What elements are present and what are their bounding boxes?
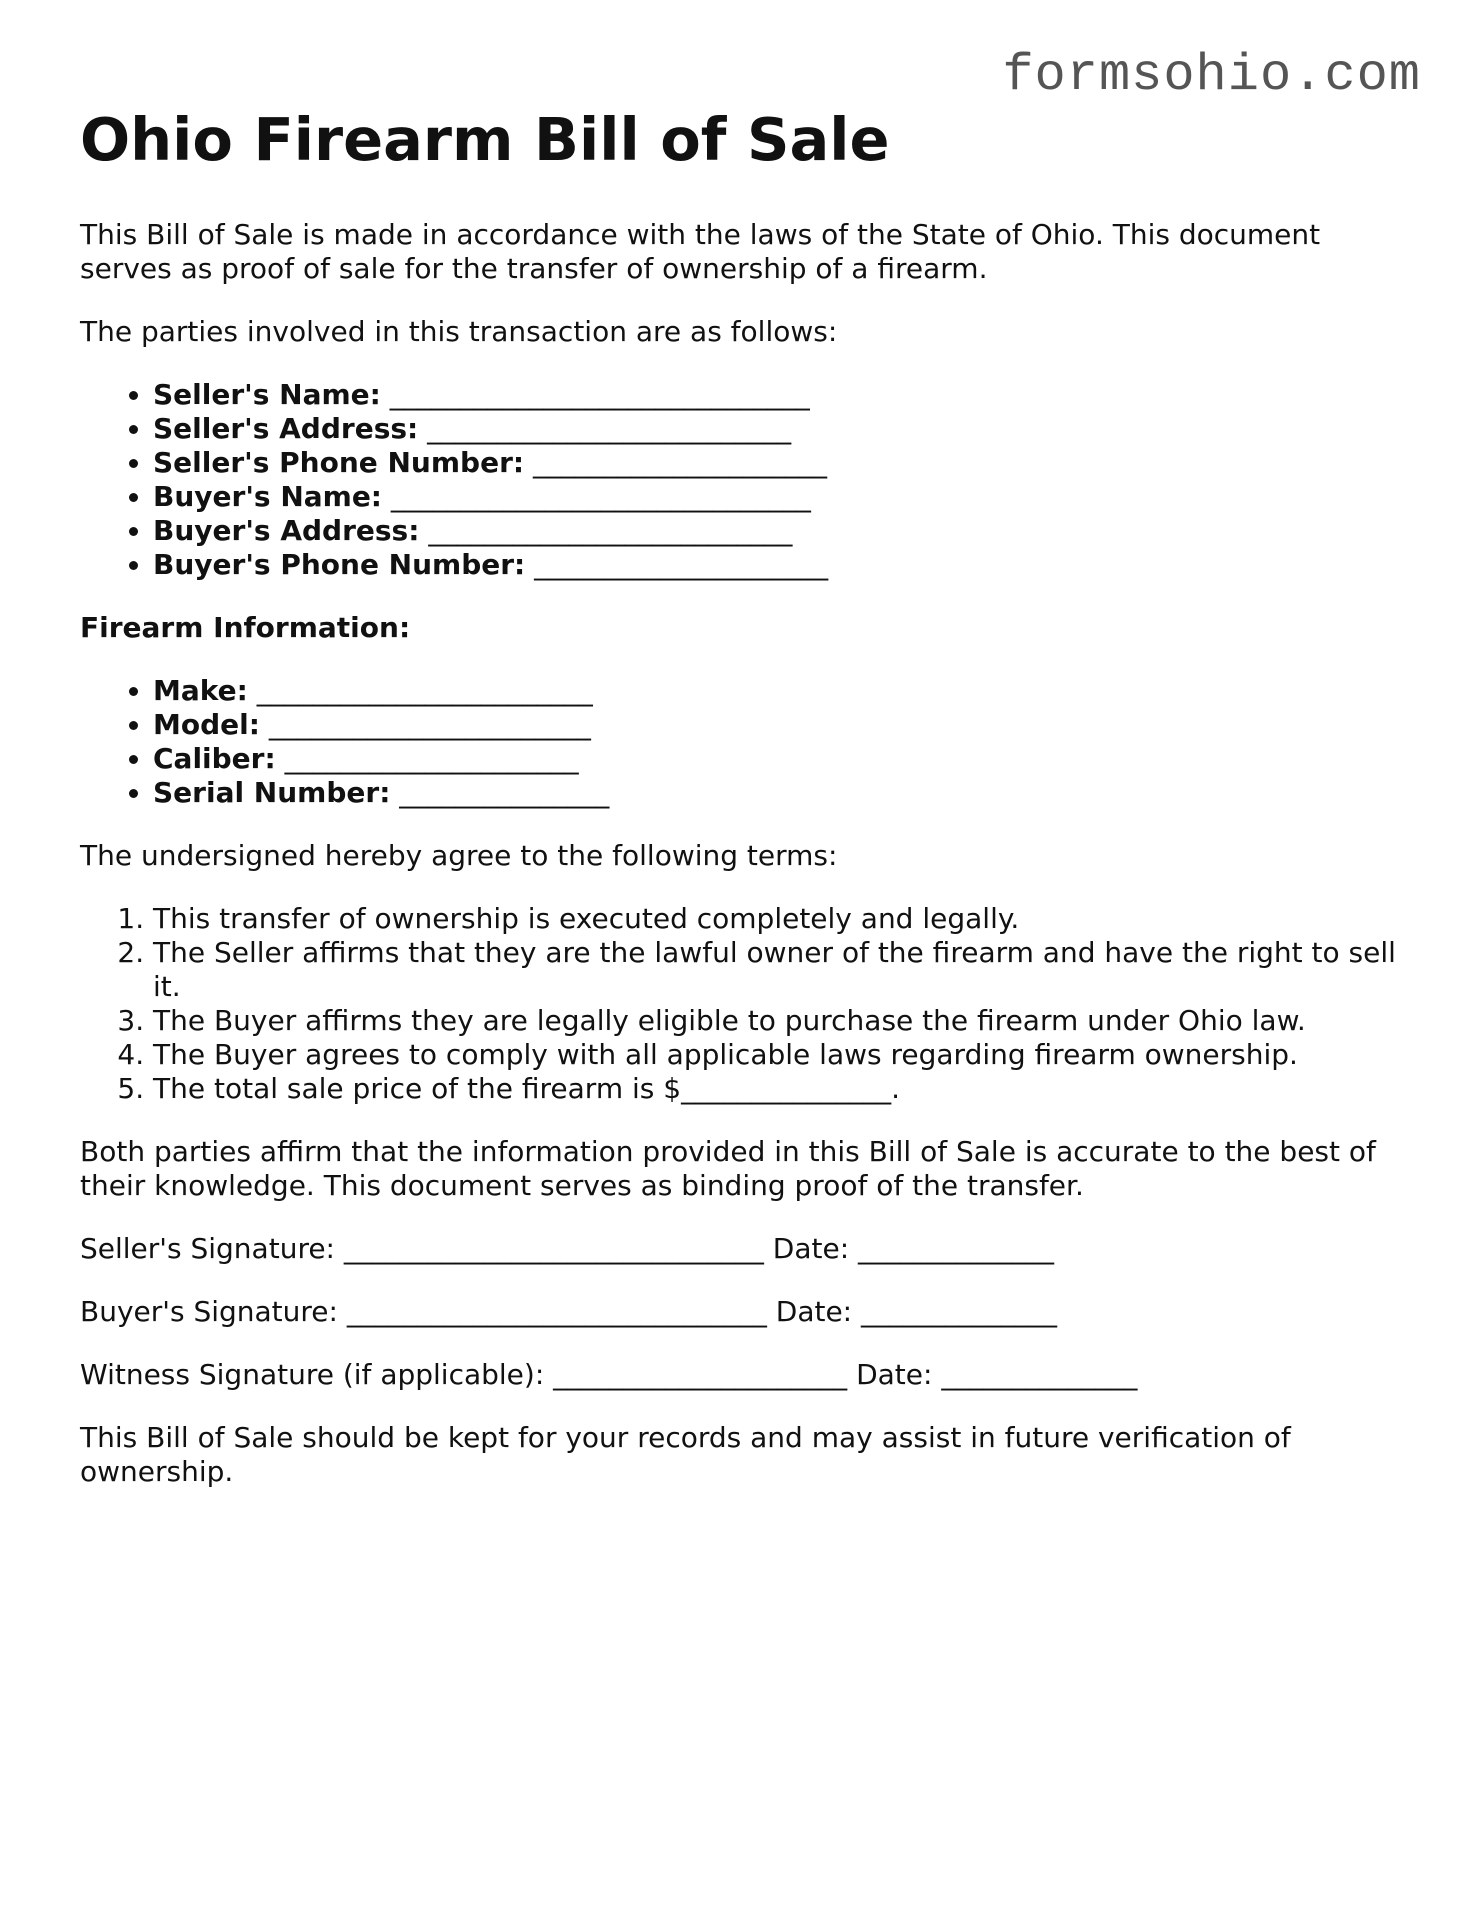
parties-intro: The parties involved in this transaction are as follows:	[80, 315, 838, 348]
list-item	[153, 412, 1400, 446]
list-item: 5. The total sale price of the firearm is $_______________.	[153, 1072, 1400, 1106]
list-item	[153, 674, 1400, 708]
list-item	[153, 480, 1400, 514]
field-blank: _____________________	[534, 548, 829, 581]
document-page	[80, 100, 1400, 1518]
list-item	[153, 548, 1400, 582]
field-label: Caliber:	[153, 742, 276, 775]
field-label: Model:	[153, 708, 260, 741]
terms-intro: The undersigned hereby agree to the following terms:	[80, 839, 838, 872]
document-title: Ohio Firearm Bill of Sale	[80, 105, 890, 174]
list-item	[153, 776, 1400, 810]
list-item: 4. The Buyer agrees to comply with all applicable laws regarding firearm ownership.	[153, 1038, 1400, 1072]
list-item	[153, 514, 1400, 548]
field-label: Seller's Name:	[153, 378, 381, 411]
intro-paragraph: This Bill of Sale is made in accordance with the laws of the State of Ohio. This document serves as proof of sale for the transfer of ownership of a firearm.	[80, 218, 1321, 285]
field-label: Seller's Address:	[153, 412, 419, 445]
buyer-signature-line: Buyer's Signature: ______________________________ Date: ______________	[80, 1295, 1058, 1328]
affirmation-paragraph: Both parties affirm that the information provided in this Bill of Sale is accurate to the best of their knowledge. This document serves as binding proof of the transfer.	[80, 1135, 1376, 1202]
field-label: Seller's Phone Number:	[153, 446, 525, 479]
field-label: Buyer's Phone Number:	[153, 548, 526, 581]
field-blank: __________________________	[428, 514, 793, 547]
list-item: 3. The Buyer affirms they are legally eligible to purchase the firearm under Ohio law.	[153, 1004, 1400, 1038]
field-blank: ______________________________	[389, 378, 810, 411]
field-label: Buyer's Address:	[153, 514, 420, 547]
witness-signature-line: Witness Signature (if applicable): _____________________ Date: ______________	[80, 1358, 1138, 1391]
watermark: formsohio.com	[1002, 46, 1421, 105]
list-item	[153, 446, 1400, 480]
field-blank: ________________________	[256, 674, 593, 707]
list-item	[153, 378, 1400, 412]
list-item	[153, 742, 1400, 776]
field-blank: ______________________________	[390, 480, 811, 513]
closing-paragraph: This Bill of Sale should be kept for your records and may assist in future verification of ownership.	[80, 1421, 1291, 1488]
field-blank: _______________________	[268, 708, 591, 741]
field-label: Make:	[153, 674, 248, 707]
list-item: 1. This transfer of ownership is executed completely and legally.	[153, 902, 1400, 936]
firearm-list	[80, 674, 1400, 810]
terms-list	[80, 902, 1400, 1106]
field-blank: _____________________	[284, 742, 579, 775]
field-blank: _____________________	[533, 446, 827, 479]
field-label: Buyer's Name:	[153, 480, 383, 513]
list-item: 2. The Seller affirms that they are the lawful owner of the firearm and have the right to sell it.	[153, 936, 1400, 1004]
list-item	[153, 708, 1400, 742]
seller-signature-line: Seller's Signature: ______________________________ Date: ______________	[80, 1232, 1055, 1265]
field-blank: __________________________	[427, 412, 792, 445]
firearm-heading: Firearm Information:	[80, 611, 411, 644]
field-label: Serial Number:	[153, 776, 391, 809]
field-blank: _______________	[399, 776, 610, 809]
parties-list	[80, 378, 1400, 582]
